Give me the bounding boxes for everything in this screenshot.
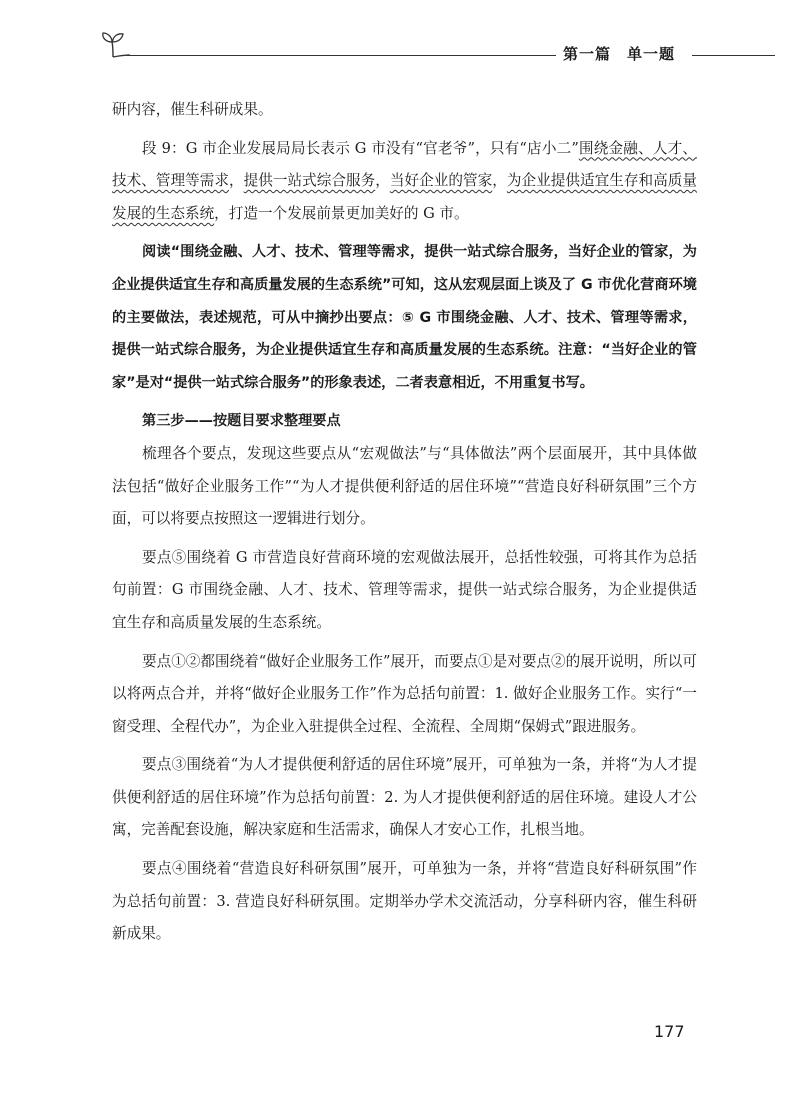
paragraph-summary: 梳理各个要点，发现这些要点从“宏观做法”与“具体做法”两个层面展开，其中具体做法包括“做好企业服务工作”“为人才提供便利舒适的居住环境”“营造良好科研氛围”三个方面，可以将要点按照这一逻辑进行划分。	[112, 444, 697, 528]
header-title: 第一篇 单一题	[563, 45, 676, 63]
step-heading: 第三步——按题目要求整理要点	[142, 413, 341, 430]
key-phrase-1: 围绕金融、人才、技术、管理等需求	[112, 139, 697, 190]
segment-9-intro: 段 9：G 市企业发展局局长表示 G 市没有“官老爷”，只有“店小二”	[142, 139, 579, 157]
running-header	[100, 30, 775, 70]
separator: ，	[492, 172, 507, 190]
key-phrase-2: 提供一站式综合服务	[243, 172, 376, 190]
paragraph-analysis: 阅读“围绕金融、人才、技术、管理等需求，提供一站式综合服务，当好企业的管家，为企业提供适宜生存和高质量发展的生态系统”可知，这从宏观层面上谈及了 G 市优化营商环境的主要做法，表述规范，可从中摘抄出要点：⑤ G 市围绕金融、人才、技术、管理等需求，提供一站式综合服务，为企业提供适宜生存和高质量发展的生态系统。注意：“当好企业的管家”是对“提供一站式综合服务”的形象表述，二者表意相近，不用重复书写。	[112, 244, 697, 391]
paragraph-point-5: 要点⑤围绕着 G 市营造良好营商环境的宏观做法展开，总括性较强，可将其作为总括句前置：G 市围绕金融、人才、技术、管理等需求，提供一站式综合服务，为企业提供适宜生存和高质量发展的生态系统。	[112, 548, 697, 631]
paragraph-point-4: 要点④围绕着“营造良好科研氛围”展开，可单独为一条，并将“营造良好科研氛围”作为总括句前置：3. 营造良好科研氛围。定期举办学术交流活动，分享科研内容，催生科研新成果。	[112, 860, 697, 943]
paragraph-segment-9	[112, 133, 697, 231]
paragraph-point-3: 要点③围绕着“为人才提供便利舒适的居住环境”展开，可单独为一条，并将“为人才提供便利舒适的居住环境”作为总括句前置：2. 为人才提供便利舒适的居住环境。建设人才公寓，完善配套设施，解决家庭和生活需求，确保人才安心工作，扎根当地。	[112, 756, 697, 839]
paragraph-continuation: 研内容，催生科研成果。	[112, 101, 273, 118]
paragraph-point-1-2: 要点①②都围绕着“做好企业服务工作”展开，而要点①是对要点②的展开说明，所以可以将两点合并，并将“做好企业服务工作”作为总括句前置：1. 做好企业服务工作。实行“一窗受理、全程代办”，为企业入驻提供全过程、全流程、全周期“保姆式”跟进服务。	[112, 652, 697, 735]
key-phrase-3: 当好企业的管家	[389, 172, 493, 190]
body-text	[112, 94, 697, 951]
page-number: 177	[654, 1022, 685, 1041]
separator: ，	[229, 172, 244, 190]
segment-9-tail: ，打造一个发展前景更加美好的 G 市。	[214, 204, 469, 222]
header-rule-left	[126, 55, 556, 56]
header-rule-right	[692, 55, 775, 56]
key-phrase-4: 为企业提供适宜生存和高质量发展的生态系统	[112, 172, 697, 222]
separator: ，	[375, 172, 390, 190]
